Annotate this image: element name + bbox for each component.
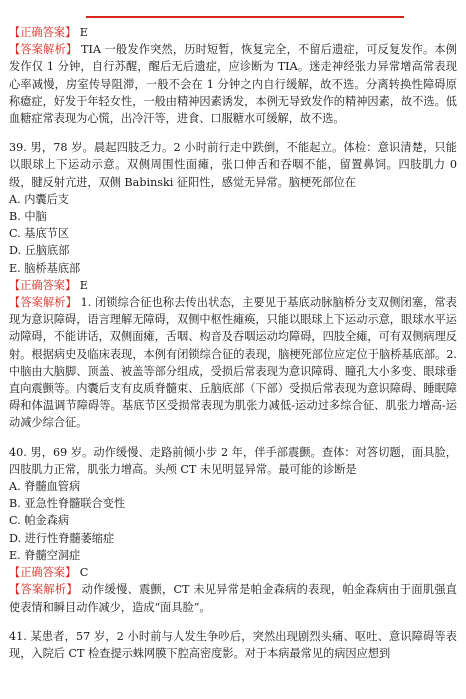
analysis-text: 动作缓慢、震颤，CT 未见异常是帕金森病的表现，帕金森病由于面肌强直使表情和瞬目动作减少，造成“面具脸”。 bbox=[9, 583, 457, 614]
analysis-text: 1. 闭锁综合征也称去传出状态，主要见于基底动脉脑桥分支双侧闭塞，常表现为意识障碍，语言理解无障碍，双侧中枢性瘫痪，只能以眼球上下运动示意，眼球水平运动障碍，不能讲话，双侧面瘫，舌咽、构音及吞咽运动均障碍，四肢全瘫，可有双侧病理反射。根据病史及临床表现，本例有闭锁综合征的表现，脑梗死部位应定位于脑桥基底部。2. 中脑由大脑脚、顶盖、被盖等部分组成，受损后常表现为意识障碍、瞳孔大小多变、眼球垂直向震颤等。内囊后支有皮质脊髓束、丘脑底部（下部）受损后常表现为意识障碍、睡眠障碍和体温调节障碍等。基底节区受损常表现为肌张力减低-运动过多综合征、肌张力增高-运动减少综合征。 bbox=[9, 296, 457, 430]
analysis-tag: 【答案解析】 bbox=[9, 43, 78, 57]
q39-analysis bbox=[9, 294, 457, 432]
header-rule bbox=[86, 16, 404, 18]
answer-tag: 【正确答案】 bbox=[9, 566, 77, 580]
q40-option-b: B. 亚急性脊髓联合变性 bbox=[9, 497, 126, 511]
analysis-tag: 【答案解析】 bbox=[9, 296, 77, 310]
answer-value: C bbox=[79, 566, 89, 580]
q40-analysis bbox=[9, 581, 457, 615]
q39-option-b: B. 中脑 bbox=[9, 210, 47, 224]
analysis-tag: 【答案解析】 bbox=[9, 583, 78, 597]
q39-option-d: D. 丘脑底部 bbox=[9, 244, 70, 258]
analysis-text: TIA 一般发作突然，历时短暂，恢复完全，不留后遗症，可反复发作。本例发作仅 1 分钟，自行苏醒，醒后无后遗症，应诊断为 TIA。迷走神经张力异常增高常表现心率减慢，房室传导阻滞，一般不会在 1 分钟之内自行缓解，故不选。分离转换性障碍原称癔症，好发于年轻女性，一般由精神因素诱发，本例无导致发作的精神因素，故不选。低血糖症常表现为心慌，出冷汗等，进食、口服糖水可缓解，故不选。 bbox=[9, 43, 457, 126]
q38-answer-line bbox=[9, 24, 457, 41]
q40-stem: 40. 男，69 岁。动作缓慢、走路前倾小步 2 年，伴手部震颤。查体：对答切题，面具脸，四肢肌力正常，肌张力增高。头颅 CT 未见明显异常。最可能的诊断是 bbox=[9, 445, 457, 476]
q39-answer-line bbox=[9, 277, 457, 294]
q40-option-c: C. 帕金森病 bbox=[9, 514, 70, 528]
answer-value: E bbox=[79, 26, 88, 39]
q39-option-e: E. 脑桥基底部 bbox=[9, 261, 81, 275]
q39-stem: 39. 男，78 岁。晨起四肢乏力。2 小时前行走中跌倒，不能起立。体检：意识清楚，只能以眼球上下运动示意。双侧周围性面瘫，张口伸舌和吞咽不能，留置鼻饲。四肢肌力 0 级，腱反射亢进，双侧 Babinski 征阳性，感觉无异常。脑梗死部位在 bbox=[9, 141, 457, 189]
answer-value: E bbox=[79, 278, 88, 292]
q40-option-a: A. 脊髓血管病 bbox=[9, 480, 81, 494]
q39-option-c: C. 基底节区 bbox=[9, 227, 70, 241]
q39-option-a: A. 内囊后支 bbox=[9, 192, 69, 206]
page-content bbox=[9, 24, 457, 662]
answer-tag: 【正确答案】 bbox=[9, 278, 77, 292]
answer-tag: 【正确答案】 bbox=[9, 26, 77, 39]
q40-option-e: E. 脊髓空洞症 bbox=[9, 548, 81, 562]
q41-stem: 41. 某患者，57 岁，2 小时前与人发生争吵后，突然出现剧烈头痛、呕吐、意识障碍等表现，入院后 CT 检查提示蛛网膜下腔高密度影。对于本病最常见的病因应想到 bbox=[9, 629, 457, 660]
q40-option-d: D. 进行性脊髓萎缩症 bbox=[9, 531, 115, 545]
q40-answer-line bbox=[9, 564, 457, 581]
q38-analysis bbox=[9, 41, 457, 127]
